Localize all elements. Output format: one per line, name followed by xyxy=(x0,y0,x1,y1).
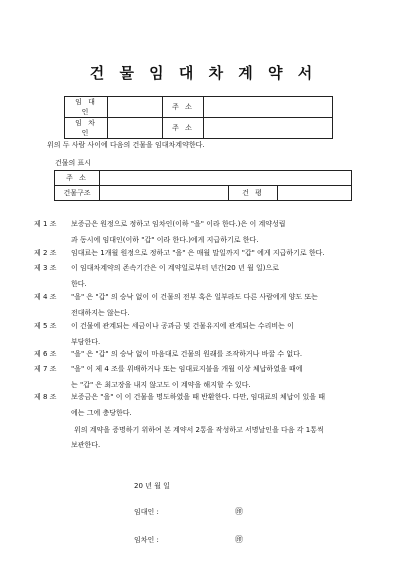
lessor-label: 임 대 인 xyxy=(65,97,108,118)
property-address-row xyxy=(55,171,352,186)
article-line: "을" 이 제 4 조를 위배하거나 또는 임대료지불을 개월 이상 체납하였을 때에 xyxy=(71,365,303,373)
article-line: 한다. xyxy=(71,280,87,288)
lessee-name-cell xyxy=(108,118,163,139)
article-line: 이 임대차계약의 존속기간은 이 계약일로부터 년간(20 년 월 일)으로 xyxy=(71,264,279,272)
article-body xyxy=(71,216,286,248)
article-line: 에는 그에 충당한다. xyxy=(71,409,132,417)
article-body xyxy=(71,245,325,261)
date-line: 20 년 월 일 xyxy=(134,482,170,490)
article-number: 제 4 조 xyxy=(34,293,57,301)
property-area-cell xyxy=(278,186,352,201)
property-structure-cell xyxy=(100,186,229,201)
closing-line: 위의 계약을 증명하기 위하여 본 계약서 2통을 작성하고 서명날인을 다음 각 1통씩 xyxy=(74,426,324,434)
property-structure-row xyxy=(55,186,352,201)
article-line: 보증금은 원정으로 정하고 임차인(이하 "을" 이라 한다.)은 이 계약성립 xyxy=(71,220,286,228)
article-line: 과 동시에 임대인(이하 "갑" 이라 한다.)에게 지급하기로 한다. xyxy=(71,236,259,244)
article-body xyxy=(71,289,318,321)
article-line: 이 건물에 관계되는 세금이나 공과금 및 건물유지에 관계되는 수리비는 이 xyxy=(71,322,294,330)
lessee-signature-label: 임차인 : xyxy=(134,536,159,544)
article-body xyxy=(71,346,302,362)
article-number: 제 5 조 xyxy=(34,322,57,330)
article-line: 전대하지는 않는다. xyxy=(71,309,130,317)
article-line: 보증금은 "을" 이 이 건물을 명도하였을 때 반환한다. 다만, 임대료의 체납이 있을 때 xyxy=(71,393,325,401)
intro-text: 위의 두 사람 사이에 다음의 건물을 임대차계약한다. xyxy=(47,141,205,149)
property-table xyxy=(54,170,352,201)
property-address-cell xyxy=(100,171,352,186)
lessor-row xyxy=(65,97,333,118)
property-structure-label: 건물구조 xyxy=(55,186,100,201)
lessor-seal-mark: ㊞ xyxy=(235,507,243,516)
lessee-seal-mark: ㊞ xyxy=(235,535,243,544)
property-area-label: 건 평 xyxy=(229,186,278,201)
article-line: "을" 은 "갑" 의 승낙 없이 이 건물의 전부 혹은 일부라도 다른 사람에게 양도 또는 xyxy=(71,293,318,301)
lessor-name-cell xyxy=(108,97,163,118)
property-address-label: 주 소 xyxy=(55,171,100,186)
lessee-row xyxy=(65,118,333,139)
closing-line: 보관한다. xyxy=(71,441,101,449)
lessee-address-cell xyxy=(204,118,333,139)
article-body xyxy=(71,260,279,292)
article-number: 제 8 조 xyxy=(34,393,57,401)
article-line: "을" 은 "갑" 의 승낙 없이 마음대로 건물의 원래를 조작하거나 바꿀 수 없다. xyxy=(71,350,303,358)
article-number: 제 2 조 xyxy=(34,249,57,257)
lessor-address-label: 주 소 xyxy=(163,97,204,118)
article-line: 부담한다. xyxy=(71,338,101,346)
article-body xyxy=(71,389,325,421)
article-line: 는 "갑" 은 최고장을 내지 않고도 이 계약을 해지할 수 있다. xyxy=(71,381,251,389)
property-heading: 건물의 표시 xyxy=(55,159,92,167)
document-title: 건 물 임 대 차 계 약 서 xyxy=(89,64,318,82)
article-number: 제 3 조 xyxy=(34,264,57,272)
article-number: 제 6 조 xyxy=(34,350,57,358)
lessee-label: 임 차 인 xyxy=(65,118,108,139)
lessor-address-cell xyxy=(204,97,333,118)
article-line: 임대료는 1개월 원정으로 정하고 "을" 은 매월 말일까지 "갑" 에게 지급하기로 한다. xyxy=(71,249,325,257)
lessor-signature-label: 임대인 : xyxy=(134,508,159,516)
article-number: 제 1 조 xyxy=(34,220,57,228)
parties-table xyxy=(64,96,333,139)
article-number: 제 7 조 xyxy=(34,365,57,373)
lessee-address-label: 주 소 xyxy=(163,118,204,139)
